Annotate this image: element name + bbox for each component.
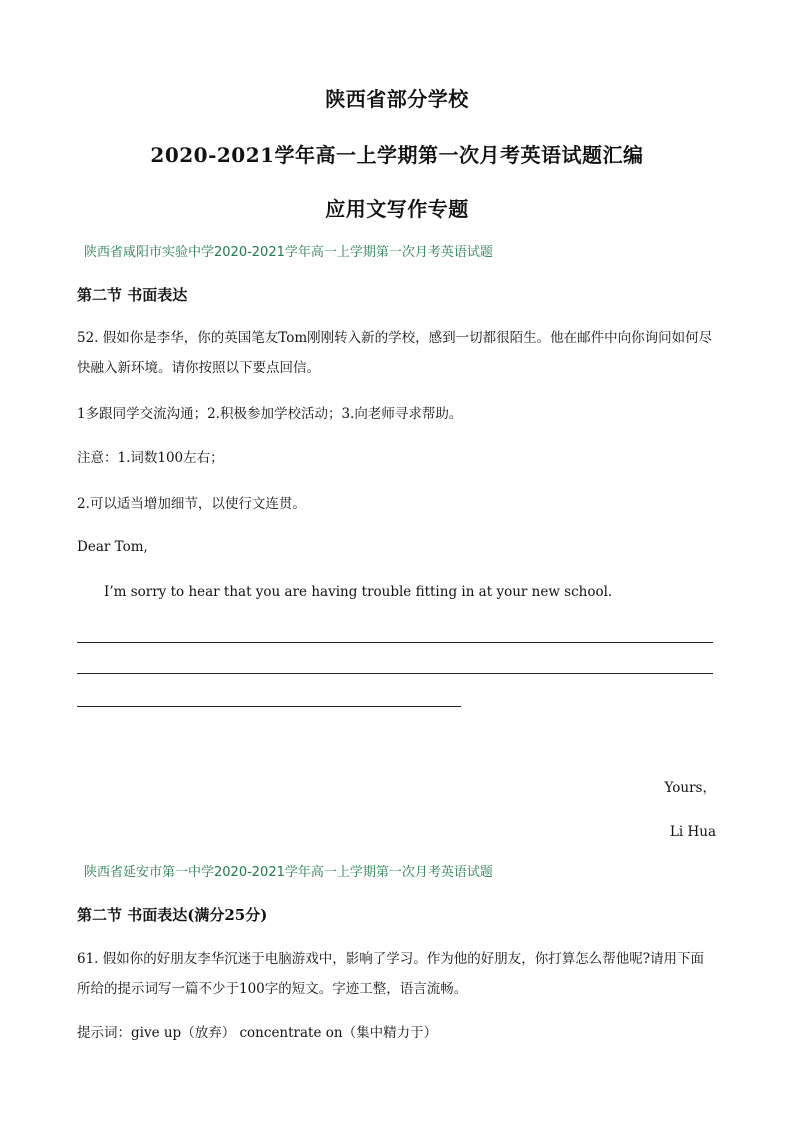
writing-line-2 xyxy=(77,673,713,674)
source-label-2: 陕西省延安市第一中学2020-2021学年高一上学期第一次月考英语试题 xyxy=(84,865,493,880)
key-points: 1多跟同学交流沟通；2.积极参加学校活动；3.向老师寻求帮助。 xyxy=(77,406,463,422)
note-details: 2.可以适当增加细节，以使行文连贯。 xyxy=(77,496,306,512)
letter-closing: Yours， xyxy=(664,780,716,796)
document-subtitle: 2020-2021学年高一上学期第一次月考英语试题汇编 xyxy=(150,143,644,167)
hint-words: 提示词：give up（放弃） concentrate on（集中精力于） xyxy=(77,1025,438,1041)
section-heading-1: 第二节 书面表达 xyxy=(77,286,188,304)
question-prompt-52: 52. 假如你是李华，你的英国笔友Tom刚刚转入新的学校，感到一切都很陌生。他在邮件中向你询问如何尽快融入新环境。请你按照以下要点回信。 xyxy=(77,330,713,376)
note-word-count: 注意：1.词数100左右； xyxy=(77,450,224,466)
section-heading-2: 第二节 书面表达(满分25分) xyxy=(77,906,268,924)
writing-line-1 xyxy=(77,642,713,643)
document-topic: 应用文写作专题 xyxy=(325,197,469,221)
question-prompt-61: 61. 假如你的好朋友李华沉迷于电脑游戏中，影响了学习。作为他的好朋友，你打算怎么帮他呢?请用下面所给的提示词写一篇不少于100字的短文。字迹工整，语言流畅。 xyxy=(77,951,704,997)
writing-line-3 xyxy=(77,706,461,707)
letter-opening: I’m sorry to hear that you are having trouble fitting in at your new school. xyxy=(104,584,613,600)
letter-salutation: Dear Tom, xyxy=(77,539,148,555)
letter-signature: Li Hua xyxy=(669,824,716,840)
document-title: 陕西省部分学校 xyxy=(325,87,469,111)
source-label-1: 陕西省咸阳市实验中学2020-2021学年高一上学期第一次月考英语试题 xyxy=(84,245,493,260)
